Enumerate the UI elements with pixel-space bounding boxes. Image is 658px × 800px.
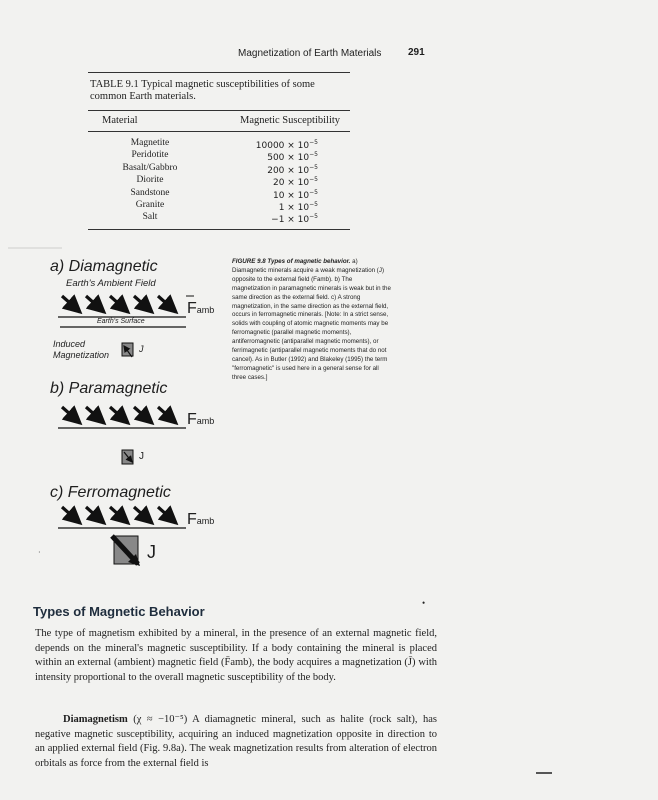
table-cell-susceptibility: $-1 \times 10^{-5}$: [271, 213, 318, 226]
page-mark: ·: [38, 548, 41, 557]
column-header-susceptibility: Magnetic Susceptibility: [240, 115, 341, 126]
j-label-a: J: [139, 344, 144, 354]
table-cell-material: Diorite: [136, 175, 164, 186]
paragraph-2-formula: (χ ≈ −10⁻⁵): [133, 714, 188, 725]
table-cell-susceptibility: $10000 \times 10^{-5}$: [255, 139, 318, 151]
figure-caption-body: a) Diamagnetic minerals acquire a weak magnetization (J) opposite to the external field (Famb). b) The magnetization in paramagnetic minerals is weak but in the same direction as the external field. c) A strong magnetization, in the same direction as the external field, occurs in ferromagnetic minerals. [Note: In a strict sense, solids with coupling of atomic magnetic moments may be ferromagnetic (parallel magnetic moments), antiferromagnetic (antiparallel magnetic moments), or ferrimagnetic (antiparallel magnetic moments that do not cancel). As in Butler (1992) and Blakeley (1995) the term "ferromagnetic" is used here in a general sense for all three cases.]: [232, 258, 391, 381]
ambient-field-arrows-a: [62, 296, 176, 312]
table-cell-material: Basalt/Gabbro: [122, 162, 178, 173]
paragraph-2-lead: Diamagnetism: [63, 714, 128, 725]
table-cell-material: Magnetite: [130, 138, 170, 148]
j-label-b: J: [139, 451, 144, 462]
table-cell-material: Peridotite: [131, 150, 169, 161]
table-cell-material: Granite: [135, 200, 165, 210]
table-cell-susceptibility: $500 \times 10^{-5}$: [267, 151, 318, 164]
j-label-c: J: [147, 542, 156, 562]
field-label-c: Famb: [187, 511, 215, 528]
ambient-field-arrows-b: [62, 407, 176, 423]
earth-surface-label: Earth's Surface: [97, 318, 145, 325]
table-cell-susceptibility: $20 \times 10^{-5}$: [272, 176, 318, 189]
table-cell-susceptibility: $10 \times 10^{-5}$: [272, 188, 318, 201]
field-label-b: Famb: [187, 411, 215, 428]
section-heading: Types of Magnetic Behavior: [33, 604, 205, 619]
table-caption: TABLE 9.1 Typical magnetic susceptibilities of some common Earth materials.: [90, 79, 315, 102]
panel-b-title: b) Paramagnetic: [50, 380, 168, 397]
panel-c-title: c) Ferromagnetic: [50, 484, 171, 501]
ambient-field-arrows-c: [62, 507, 176, 523]
figure-caption: [232, 258, 392, 383]
page-mark: •: [422, 598, 426, 608]
page-number: 291: [408, 47, 425, 58]
table-cell-material: Sandstone: [130, 187, 170, 198]
ambient-field-label: Earth's Ambient Field: [66, 278, 156, 289]
paragraph-2-text: A diamagnetic mineral, such as halite (rock salt), has negative magnetic susceptibility, acquiring an induced magnetization opposite in direction to an applied external field (Fig. 9.8a). The weak magnetization results from alteration of electron orbitals as force from the external field is: [35, 714, 437, 769]
panel-a-title: a) Diamagnetic: [50, 258, 158, 275]
column-header-material: Material: [102, 115, 138, 126]
mineral-box-a: [122, 343, 133, 356]
running-title: Magnetization of Earth Materials: [238, 48, 382, 59]
body-paragraph-1: The type of magnetism exhibited by a mineral, in the presence of an external magnetic field, depends on the mineral's magnetic susceptibility. If a body containing the mineral is placed within an external (ambient) magnetic field (F̄amb), the body acquires a magnetization (J̄) with intensity proportional to the overall magnetic susceptibility of the body.: [35, 628, 437, 683]
field-label-a: Famb: [187, 300, 215, 317]
induced-magnetization-label: Induced Magnetization: [53, 339, 110, 360]
body-paragraph-2: [35, 713, 437, 771]
figure-caption-heading: FIGURE 9.8 Types of magnetic behavior.: [232, 258, 351, 265]
table-cell-material: Salt: [142, 212, 158, 223]
table-cell-susceptibility: $1 \times 10^{-5}$: [278, 201, 318, 213]
table-cell-susceptibility: $200 \times 10^{-5}$: [267, 163, 318, 176]
